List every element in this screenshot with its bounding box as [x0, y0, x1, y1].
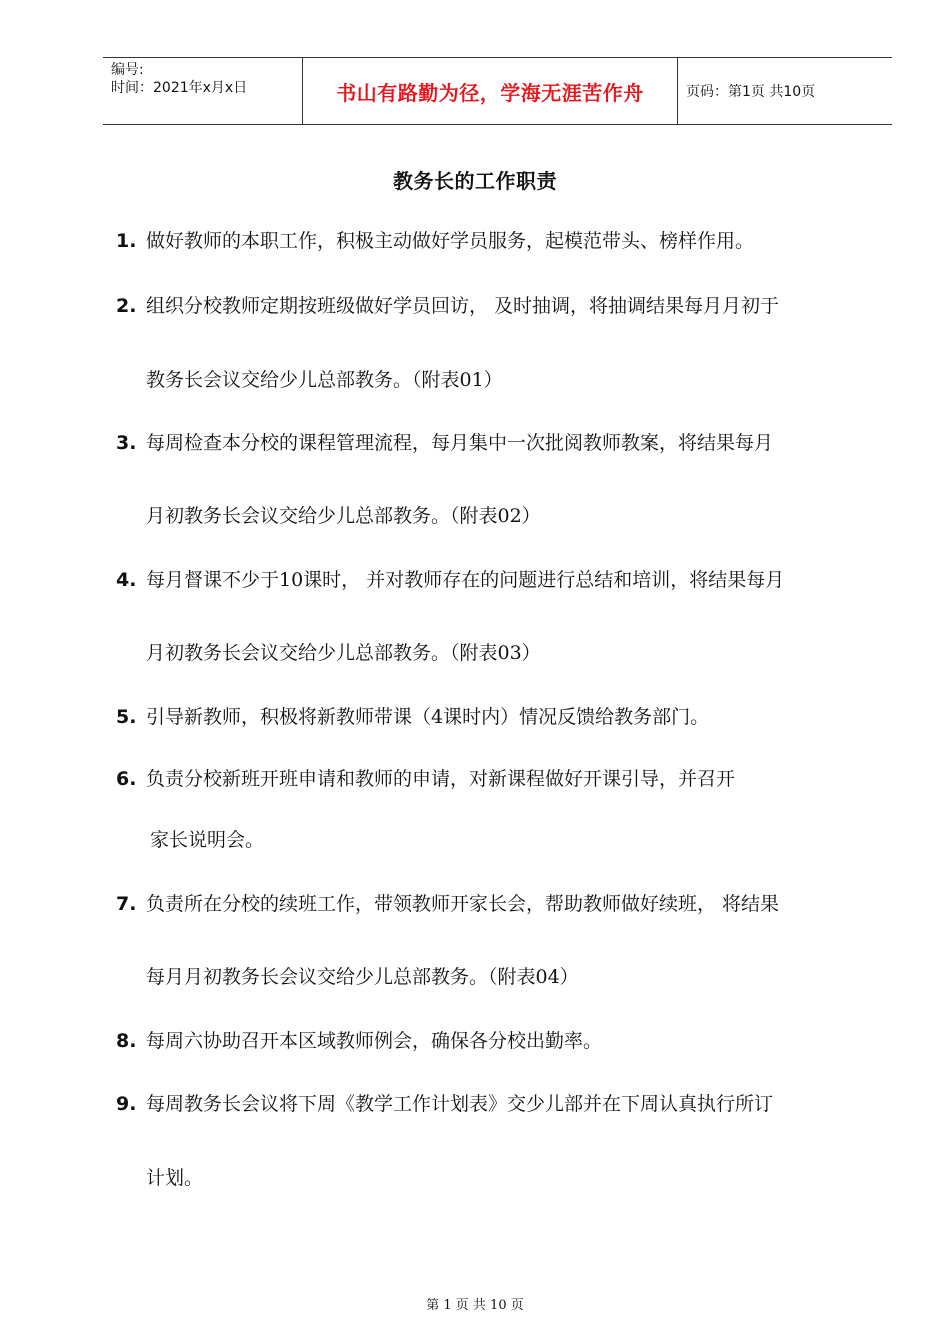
item-number: 5.: [116, 706, 137, 728]
item-number: 6.: [116, 768, 137, 790]
page-header: [103, 57, 892, 125]
item-number: 2.: [116, 295, 137, 317]
item-text-continued: 教务长会议交给少儿总部教务。（附表01）: [146, 369, 503, 391]
item-text-continued: 月初教务长会议交给少儿总部教务。（附表03）: [146, 642, 541, 664]
duty-item-9: [116, 1092, 773, 1116]
duty-item-2: [116, 294, 779, 318]
item-number: 3.: [116, 432, 137, 454]
header-motto: 书山有路勤为径，学海无涯苦作舟: [303, 58, 678, 124]
item-text: 负责分校新班开班申请和教师的申请，对新课程做好开课引导，并召开: [146, 768, 736, 790]
duty-item-8: [116, 1029, 602, 1053]
item-text: 引导新教师，积极将新教师带课（4课时内）情况反馈给教务部门。: [146, 706, 710, 728]
page-footer: 第 1 页 共 10 页: [426, 1298, 524, 1313]
item-number: 8.: [116, 1030, 137, 1052]
duty-item-6: [116, 767, 735, 791]
duty-item-3: [116, 431, 773, 455]
item-text: 每周教务长会议将下周《教学工作计划表》交少儿部并在下周认真执行所订: [146, 1093, 774, 1115]
item-text: 每月督课不少于10课时， 并对教师存在的问题进行总结和培训，将结果每月: [146, 569, 785, 591]
item-number: 9.: [116, 1093, 137, 1115]
item-text: 每周检查本分校的课程管理流程，每月集中一次批阅教师教案，将结果每月: [146, 432, 774, 454]
time-label: 时间：2021年x月x日: [111, 80, 248, 96]
item-text: 负责所在分校的续班工作，带领教师开家长会，帮助教师做好续班， 将结果: [146, 893, 780, 915]
header-meta: [103, 58, 303, 124]
item-number: 1.: [116, 230, 137, 252]
item-text-continued: 计划。: [146, 1167, 204, 1189]
item-text-continued: 月初教务长会议交给少儿总部教务。（附表02）: [146, 505, 541, 527]
item-text: 每周六协助召开本区域教师例会，确保各分校出勤率。: [146, 1030, 603, 1052]
item-text: 组织分校教师定期按班级做好学员回访， 及时抽调，将抽调结果每月月初于: [146, 295, 780, 317]
duty-item-7: [116, 892, 779, 916]
duty-item-5: [116, 705, 709, 729]
item-number: 4.: [116, 569, 137, 591]
number-label: 编号:: [111, 62, 144, 78]
document-title: 教务长的工作职责: [393, 169, 557, 193]
item-text-continued: 家长说明会。: [150, 829, 265, 851]
header-page-info: 页码：第1页 共10页: [686, 84, 816, 100]
duty-item-4: [116, 568, 784, 592]
duty-item-1: [116, 229, 754, 253]
item-text: 做好教师的本职工作，积极主动做好学员服务，起模范带头、榜样作用。: [146, 230, 755, 252]
item-number: 7.: [116, 893, 137, 915]
item-text-continued: 每月月初教务长会议交给少儿总部教务。（附表04）: [146, 966, 579, 988]
